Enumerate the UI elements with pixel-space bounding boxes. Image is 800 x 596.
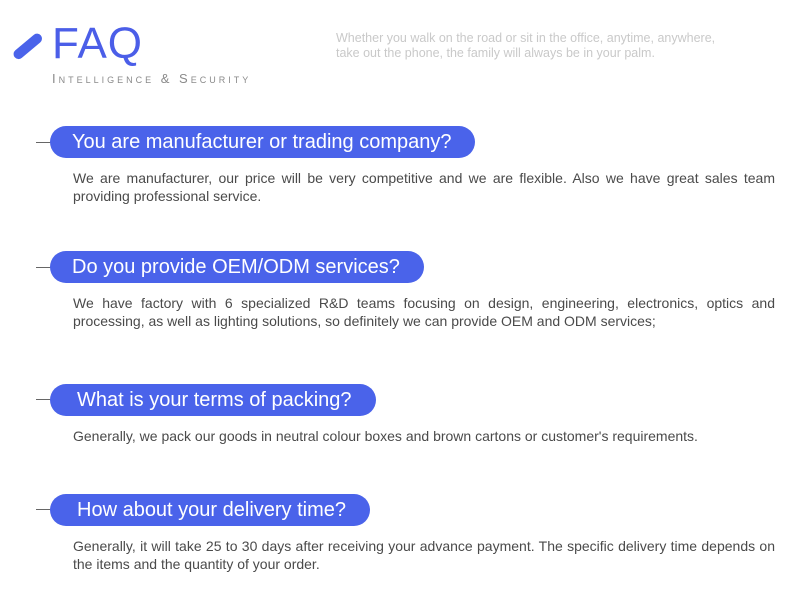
question-text: How about your delivery time?: [77, 499, 347, 521]
page-title: FAQ: [52, 19, 144, 68]
question-pill: [50, 251, 424, 283]
answer-text: We are manufacturer, our price will be very competitive and we are flexible. Also we have great sales team providing professional service.: [73, 170, 775, 204]
answer-text: We have factory with 6 specialized R&D teams focusing on design, engineering, electronics, optics and processing, as well as lighting solutions, so definitely we can provide OEM and ODM services;: [73, 295, 775, 329]
answer-text: Generally, we pack our goods in neutral colour boxes and brown cartons or customer's requirements.: [73, 428, 698, 444]
question-pill: [50, 384, 376, 416]
tagline-line-2: take out the phone, the family will always be in your palm.: [336, 46, 655, 60]
tagline-line-1: Whether you walk on the road or sit in the office, anytime, anywhere,: [336, 31, 716, 45]
answer-text: Generally, it will take 25 to 30 days after receiving your advance payment. The specific delivery time depends on the items and the quantity of your order.: [73, 538, 775, 572]
tagline: [336, 31, 796, 61]
page-subtitle: Intelligence & Security: [52, 71, 252, 86]
question-text: You are manufacturer or trading company?: [72, 131, 452, 153]
question-pill: [50, 494, 370, 526]
pill-logo-icon: [10, 30, 44, 62]
question-pill: [50, 126, 475, 158]
question-text: Do you provide OEM/ODM services?: [72, 256, 400, 278]
question-text: What is your terms of packing?: [77, 389, 352, 411]
